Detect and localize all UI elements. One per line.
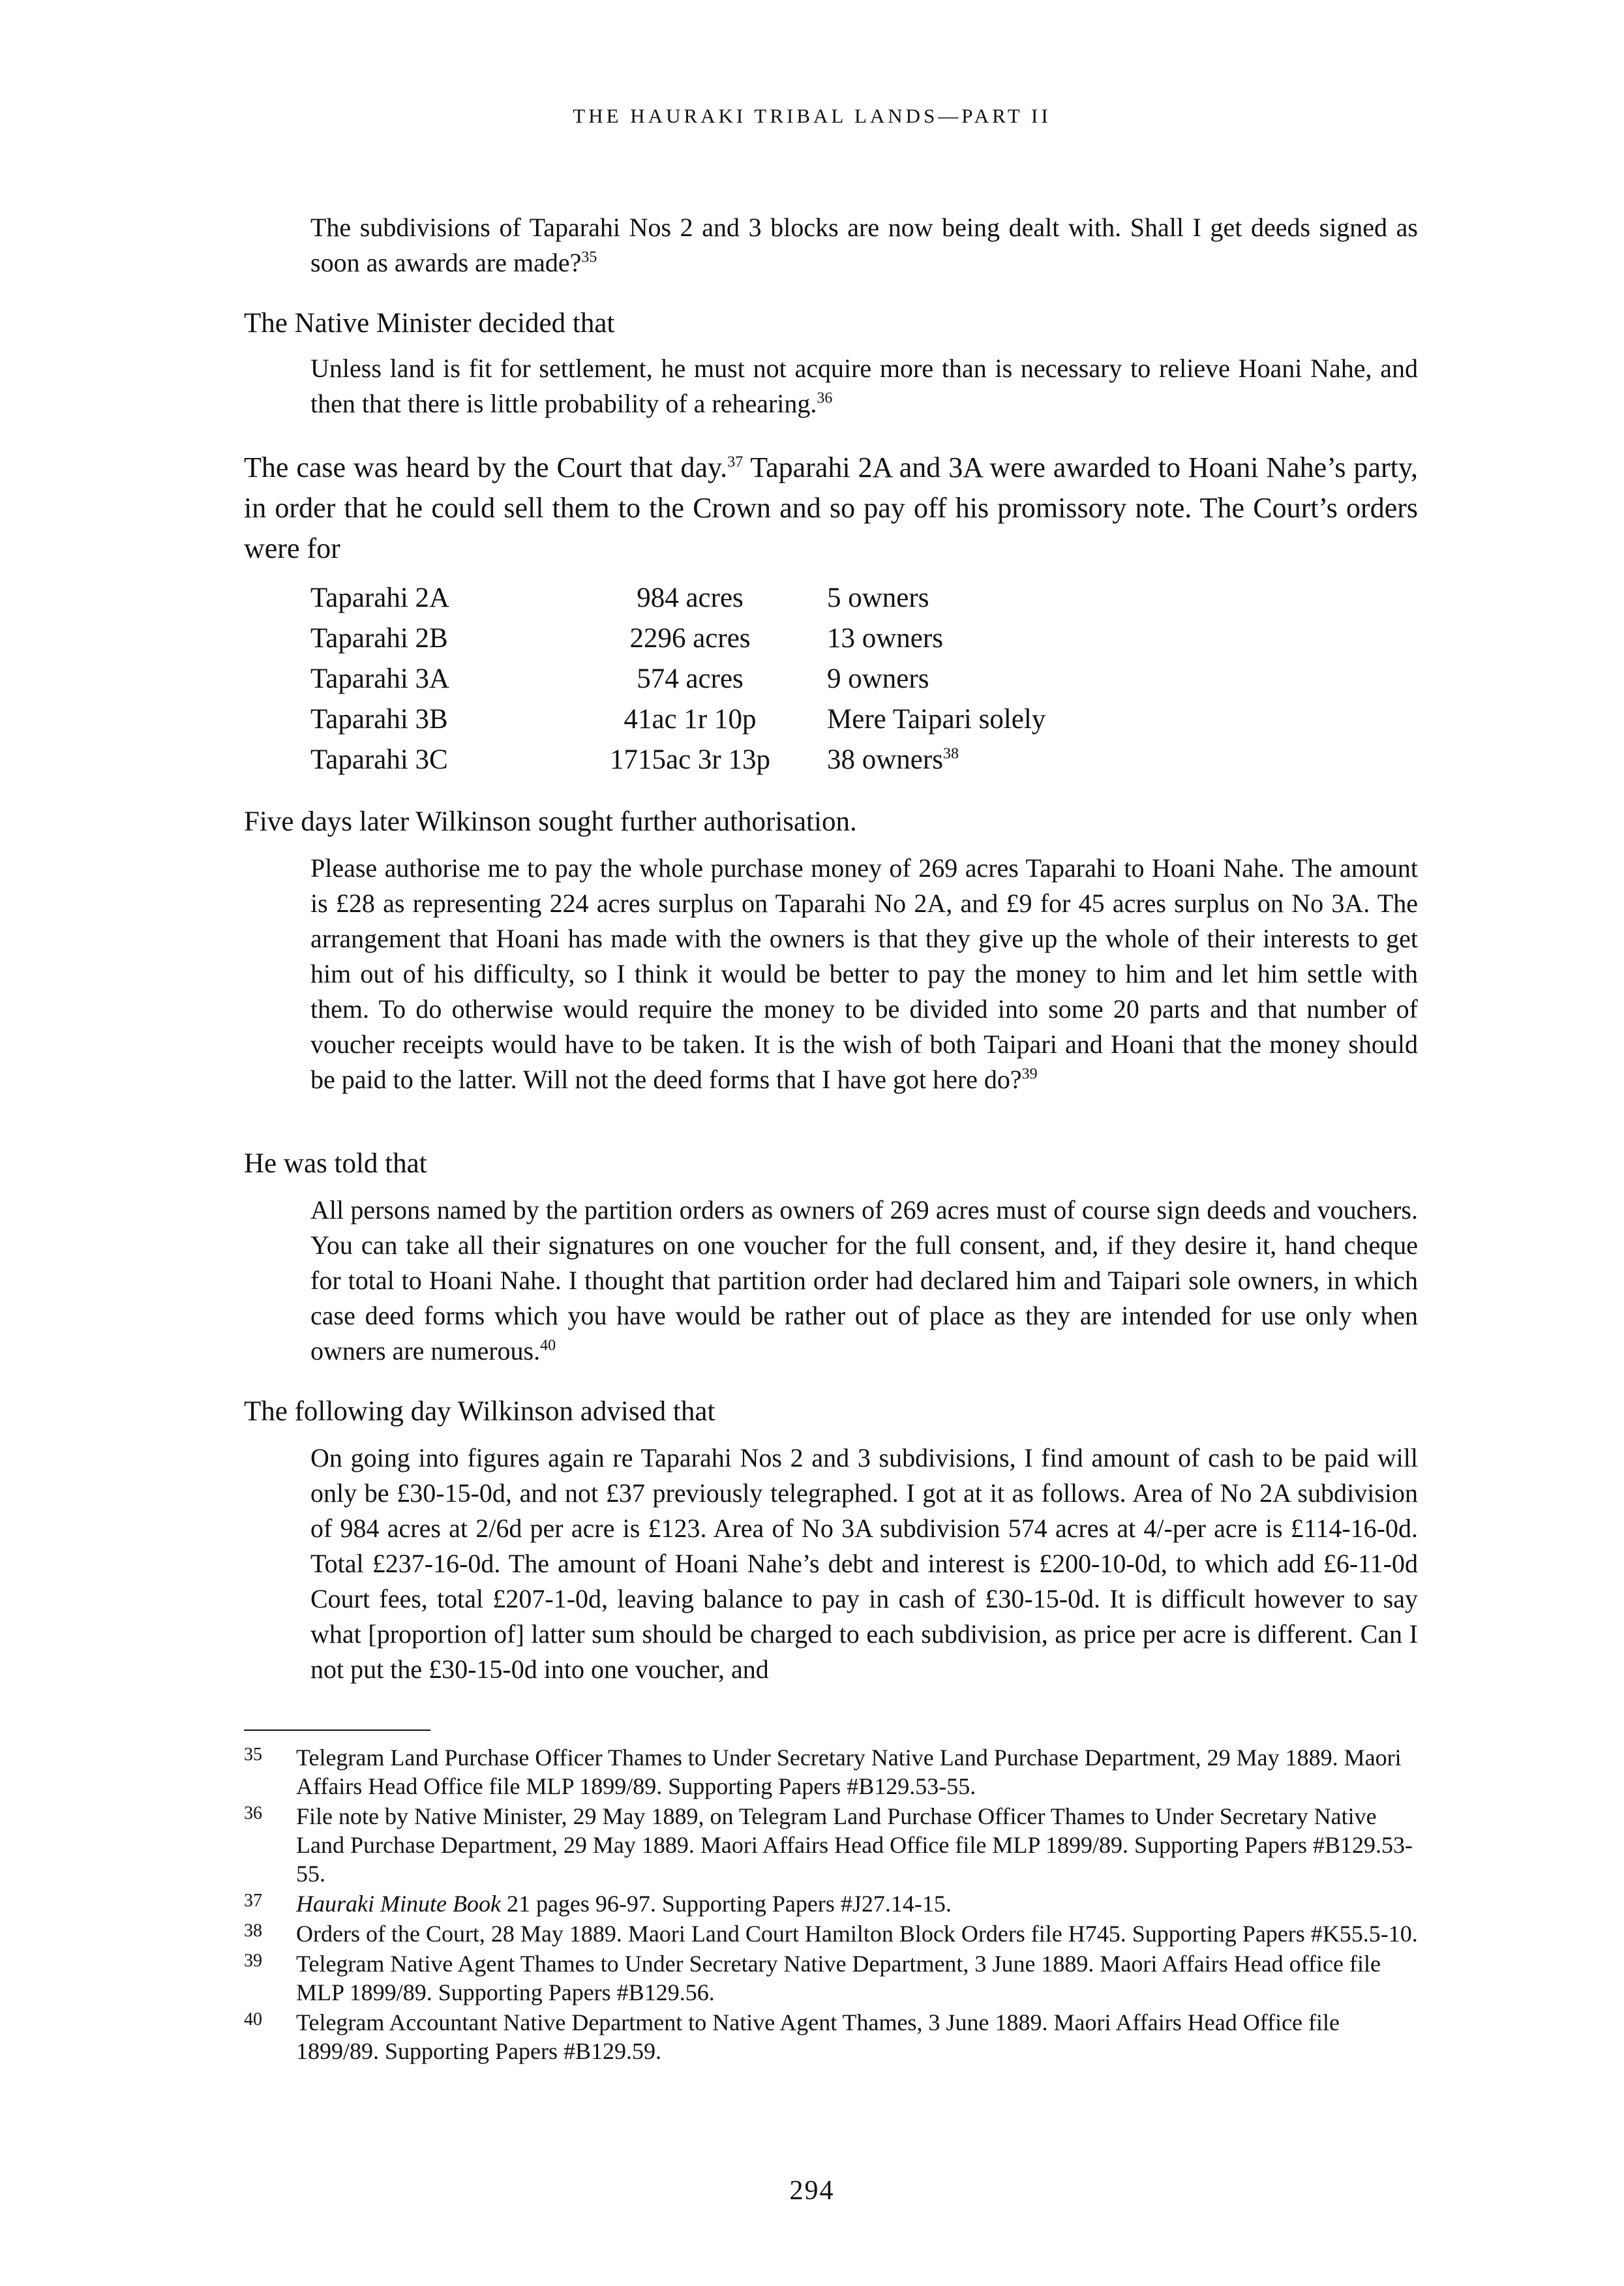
quote-text: All persons named by the partition orders as owners of 269 acres must of course sign deeds and vouchers. You can take all their signatures on one voucher for the full consent, and, if they desire it, hand cheque for total to Hoani Nahe. I thought that partition order had declared him and Taipari sole owners, in which case deed forms which you have would be rather out of place as they are intended for use only when owners are numerous. (310, 1195, 1418, 1365)
table-row (310, 659, 1153, 699)
table-row (310, 740, 1153, 780)
block-area: 41ac 1r 10p (624, 704, 757, 735)
quote-text: On going into figures again re Taparahi Nos 2 and 3 subdivisions, I find amount of cash to be paid will only be £30-15-0d, and not £37 previously telegraphed. I got at it as follows. Area of No 2A subdivision of 984 acres at 2/6d per acre is £123. Area of No 3A subdivision 574 acres at 4/-per acre is £114-16-0d. Total £237-16-0d. The amount of Hoani Nahe’s debt and interest is £200-10-0d, to which add £6-11-0d Court fees, total £207-1-0d, leaving balance to pay in cash of £30-15-0d. It is difficult however to say what [proportion of] latter sum should be charged to each subdivision, as price per acre is different. Can I not put the £30-15-0d into one voucher, and (310, 1443, 1418, 1684)
quote-block-3 (310, 851, 1418, 1097)
quote-block-5 (310, 1440, 1418, 1687)
footnote-ref: 36 (817, 389, 833, 407)
footnotes (244, 1743, 1418, 2067)
block-owners (827, 659, 1153, 699)
block-owners (827, 699, 1153, 740)
footnote-title: Hauraki Minute Book (296, 1891, 501, 1917)
footnote-number: 38 (244, 1921, 262, 1941)
lead-in-4: The following day Wilkinson advised that (244, 1396, 715, 1427)
footnote-ref: 38 (942, 745, 959, 763)
lead-in-2: Five days later Wilkinson sought further authorisation. (244, 806, 857, 837)
paragraph-text: The case was heard by the Court that day. (244, 451, 728, 483)
quote-block-2 (310, 351, 1418, 421)
owners-text: 5 owners (827, 583, 929, 613)
page-number: 294 (789, 2176, 835, 2206)
footnote (244, 1802, 1418, 1888)
footnote-ref: 35 (581, 249, 597, 266)
block-owners (827, 578, 1153, 618)
lead-in-1: The Native Minister decided that (244, 308, 615, 339)
paragraph-text: Taparahi 2A and 3A were awarded to Hoani Nahe’s party, in order that he could sell them to the Crown and so pay off his promissory note. The Court’s orders were for (244, 451, 1418, 564)
footnote-ref: 37 (727, 453, 744, 471)
block-name: Taparahi 3A (310, 663, 450, 694)
footnote-divider (244, 1730, 430, 1731)
footnote-number: 35 (244, 1745, 262, 1765)
quote-text: Please authorise me to pay the whole purchase money of 269 acres Taparahi to Hoani Nahe. The amount is £28 as representing 224 acres surplus on Taparahi No 2A, and £9 for 45 acres surplus on No 3A. The arrangement that Hoani has made with the owners is that they give up the whole of their interests to get him out of his difficulty, so I think it would be better to pay the money to him and let him settle with them. To do otherwise would require the money to be divided into some 20 parts and that number of voucher receipts would have to be taken. It is the wish of both Taipari and Hoani that the money should be paid to the latter. Will not the deed forms that I have got here do? (310, 853, 1418, 1094)
footnote-number: 37 (244, 1891, 262, 1911)
block-area: 2296 acres (629, 623, 751, 654)
owners-text: Mere Taipari solely (827, 704, 1046, 735)
footnote-number: 40 (244, 2009, 262, 2030)
block-owners (827, 618, 1153, 659)
footnote (244, 2008, 1418, 2065)
table-row (310, 578, 1153, 618)
block-owners (827, 740, 1153, 780)
footnote-number: 36 (244, 1803, 262, 1823)
quote-block-1 (310, 210, 1418, 281)
block-area: 574 acres (637, 663, 744, 694)
block-area: 984 acres (637, 583, 744, 613)
footnote-text: Telegram Land Purchase Officer Thames to Under Secretary Native Land Purchase Department, 29 May 1889. Maori Affairs Head Office file MLP 1899/89. Supporting Papers #B129.53-55. (296, 1745, 1402, 1799)
block-name: Taparahi 2A (310, 583, 450, 613)
footnote-text-wrapper (296, 1889, 1418, 1918)
quote-block-4 (310, 1193, 1418, 1369)
footnote (244, 1743, 1418, 1801)
footnote-ref: 39 (1021, 1065, 1038, 1083)
owners-text: 9 owners (827, 663, 929, 694)
running-head: THE HAURAKI TRIBAL LANDS—PART II (573, 104, 1051, 127)
court-orders-table (310, 578, 1153, 780)
footnote-text: 21 pages 96-97. Supporting Papers #J27.14-15. (500, 1891, 952, 1917)
block-name: Taparahi 3B (310, 704, 448, 735)
footnote-text: Telegram Accountant Native Department to Native Agent Thames, 3 June 1889. Maori Affairs Head Office file 1899/89. Supporting Papers #B129.59. (296, 2009, 1340, 2064)
quote-text: Unless land is fit for settlement, he must not acquire more than is necessary to relieve Hoani Nahe, and then that there is little probability of a rehearing. (310, 354, 1418, 418)
owners-text: 38 owners (827, 744, 943, 775)
body-paragraph-1 (244, 448, 1418, 569)
footnote-text: File note by Native Minister, 29 May 1889, on Telegram Land Purchase Officer Thames to Under Secretary Native Land Purchase Department, 29 May 1889. Maori Affairs Head Office file MLP 1899/89. Supporting Papers #B129.53-55. (296, 1803, 1413, 1887)
block-name: Taparahi 3C (310, 744, 448, 775)
footnote-text: Telegram Native Agent Thames to Under Secretary Native Department, 3 June 1889. Maori Affairs Head office file MLP 1899/89. Supporting Papers #B129.56. (296, 1951, 1381, 2005)
footnote-text: Orders of the Court, 28 May 1889. Maori Land Court Hamilton Block Orders file H745. Supporting Papers #K55.5-10. (296, 1921, 1418, 1947)
lead-in-3: He was told that (244, 1148, 427, 1179)
footnote (244, 1949, 1418, 2007)
footnote (244, 1919, 1418, 1948)
quote-text: The subdivisions of Taparahi Nos 2 and 3 blocks are now being dealt with. Shall I get deeds signed as soon as awards are made? (310, 213, 1418, 277)
footnote-number: 39 (244, 1951, 262, 1971)
owners-text: 13 owners (827, 623, 943, 654)
footnote (244, 1889, 1418, 1918)
block-area: 1715ac 3r 13p (610, 744, 770, 775)
table-row (310, 699, 1153, 740)
footnote-ref: 40 (540, 1337, 556, 1354)
table-row (310, 618, 1153, 659)
block-name: Taparahi 2B (310, 623, 448, 654)
